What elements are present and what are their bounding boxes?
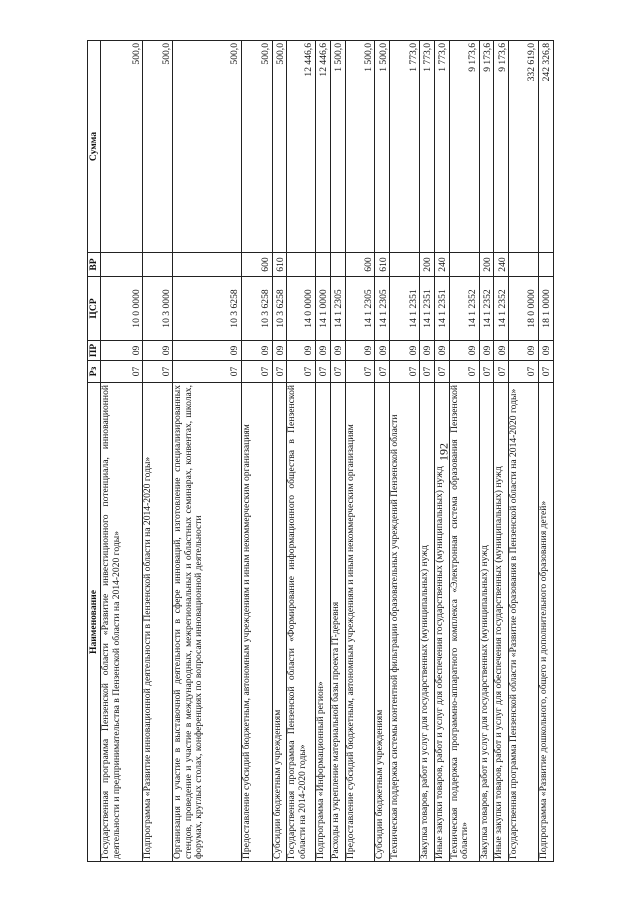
table-row: [390, 41, 420, 862]
cell-vr: [143, 253, 173, 277]
budget-table: [87, 40, 554, 862]
cell-csr: 14 1 2351: [434, 277, 449, 341]
table-header-row: [88, 41, 101, 862]
cell-rz: 07: [494, 361, 509, 383]
cell-rz: 07: [101, 361, 143, 383]
cell-sum: 12 446,6: [287, 41, 316, 253]
table-row: [494, 41, 509, 862]
cell-name: Предоставление субсидий бюджетным, автономным учреждениям и иным некоммерческим организациям: [345, 383, 375, 862]
table-row: [272, 41, 287, 862]
cell-sum: 9 173,6: [494, 41, 509, 253]
cell-sum: 1 773,0: [420, 41, 435, 253]
cell-vr: 240: [494, 253, 509, 277]
cell-csr: 10 3 0000: [143, 277, 173, 341]
cell-csr: 14 1 2352: [449, 277, 479, 341]
cell-name: Подпрограмма «Развитие инновационной деятельности в Пензенской области на 2014-2020 годы»: [143, 383, 173, 862]
cell-rz: 07: [538, 361, 553, 383]
cell-name: Техническая поддержка системы контентной фильтрации образовательных учреждений Пензенской области: [390, 383, 420, 862]
cell-sum: 332 619,0: [509, 41, 539, 253]
table-row: [434, 41, 449, 862]
cell-rz: 07: [375, 361, 390, 383]
cell-vr: [509, 253, 539, 277]
cell-pr: 09: [287, 341, 316, 361]
cell-vr: 600: [241, 253, 272, 277]
cell-rz: 07: [345, 361, 375, 383]
cell-pr: 09: [494, 341, 509, 361]
cell-sum: 1 500,0: [345, 41, 375, 253]
table-row: [173, 41, 242, 862]
cell-vr: [287, 253, 316, 277]
cell-sum: 12 446,6: [316, 41, 331, 253]
cell-vr: [538, 253, 553, 277]
cell-pr: 09: [479, 341, 494, 361]
cell-vr: [330, 253, 345, 277]
cell-name: Государственная программа Пензенской области «Формирование информационного общества в Пензенской области на 2014-2020 годы»: [287, 383, 316, 862]
cell-vr: [390, 253, 420, 277]
cell-pr: 09: [390, 341, 420, 361]
cell-rz: 07: [420, 361, 435, 383]
header-rz: Рз: [88, 361, 101, 383]
cell-rz: 07: [479, 361, 494, 383]
cell-csr: 14 1 2351: [390, 277, 420, 341]
cell-name: Иные закупки товаров, работ и услуг для обеспечения государственных (муниципальных) нужд: [434, 383, 449, 862]
cell-csr: 14 1 2305: [345, 277, 375, 341]
cell-pr: 09: [434, 341, 449, 361]
table-row: [241, 41, 272, 862]
cell-sum: 1 500,0: [375, 41, 390, 253]
cell-csr: 14 0 0000: [287, 277, 316, 341]
cell-csr: 18 0 0000: [509, 277, 539, 341]
cell-name: Техническая поддержка программно-аппаратного комплекса «Электронная система образования Пензенской области»: [449, 383, 479, 862]
cell-vr: 610: [375, 253, 390, 277]
cell-csr: 14 1 2305: [330, 277, 345, 341]
cell-csr: 14 1 2352: [479, 277, 494, 341]
cell-vr: [101, 253, 143, 277]
table-row: [345, 41, 375, 862]
table-row: [316, 41, 331, 862]
cell-pr: 09: [101, 341, 143, 361]
cell-vr: [173, 253, 242, 277]
cell-sum: 500,0: [173, 41, 242, 253]
cell-vr: 200: [420, 253, 435, 277]
table-row: [143, 41, 173, 862]
cell-name: Предоставление субсидий бюджетным, автономным учреждениям и иным некоммерческим организациям: [241, 383, 272, 862]
header-sum: Сумма: [88, 41, 101, 253]
cell-csr: 14 1 0000: [316, 277, 331, 341]
cell-csr: 10 0 0000: [101, 277, 143, 341]
cell-pr: 09: [449, 341, 479, 361]
header-pr: ПР: [88, 341, 101, 361]
cell-sum: 9 173,6: [449, 41, 479, 253]
cell-pr: 09: [241, 341, 272, 361]
table-row: [449, 41, 479, 862]
cell-pr: 09: [420, 341, 435, 361]
cell-name: Закупка товаров, работ и услуг для государственных (муниципальных) нужд: [479, 383, 494, 862]
cell-rz: 07: [434, 361, 449, 383]
cell-name: Государственная программа Пензенской области «Развитие инвестиционного потенциала, инновационной деятельности и предпринимательства в Пензенской области на 2014-2020 годы»: [101, 383, 143, 862]
cell-pr: 09: [316, 341, 331, 361]
table-row: [538, 41, 553, 862]
cell-csr: 18 1 0000: [538, 277, 553, 341]
cell-rz: 07: [272, 361, 287, 383]
table-row: [375, 41, 390, 862]
cell-pr: 09: [375, 341, 390, 361]
table-row: [420, 41, 435, 862]
header-vr: ВР: [88, 253, 101, 277]
cell-csr: 14 1 2352: [494, 277, 509, 341]
header-csr: ЦСР: [88, 277, 101, 341]
table-row: [330, 41, 345, 862]
cell-rz: 07: [390, 361, 420, 383]
cell-csr: 10 3 6258: [173, 277, 242, 341]
rotated-page: [87, 41, 554, 862]
cell-rz: 07: [509, 361, 539, 383]
cell-pr: 09: [143, 341, 173, 361]
cell-name: Организация и участие в выставочной деятельности в сфере инноваций, изготовление специализированных стендов, проведение и участие в международных, межрегиональных и областных семинарах, конвентах, школах, форумах, круглых столах, конференциях по вопросам инновационной деятельности: [173, 383, 242, 862]
cell-csr: 10 3 6258: [272, 277, 287, 341]
cell-name: Закупка товаров, работ и услуг для государственных (муниципальных) нужд: [420, 383, 435, 862]
header-name: Наименование: [88, 383, 101, 862]
cell-name: Подпрограмма «Развитие дошкольного, общего и дополнительного образования детей»: [538, 383, 553, 862]
cell-sum: 1 773,0: [434, 41, 449, 253]
cell-sum: 1 773,0: [390, 41, 420, 253]
cell-sum: 500,0: [272, 41, 287, 253]
cell-pr: 09: [509, 341, 539, 361]
cell-vr: 610: [272, 253, 287, 277]
cell-sum: 1 500,0: [330, 41, 345, 253]
page-number: 192: [436, 443, 451, 461]
cell-name: Иные закупки товаров, работ и услуг для обеспечения государственных (муниципальных) нужд: [494, 383, 509, 862]
cell-vr: [316, 253, 331, 277]
cell-vr: [449, 253, 479, 277]
cell-rz: 07: [143, 361, 173, 383]
cell-sum: 242 326,8: [538, 41, 553, 253]
cell-csr: 14 1 2305: [375, 277, 390, 341]
cell-vr: 240: [434, 253, 449, 277]
cell-rz: 07: [241, 361, 272, 383]
cell-rz: 07: [287, 361, 316, 383]
cell-sum: 500,0: [143, 41, 173, 253]
cell-sum: 500,0: [101, 41, 143, 253]
cell-pr: 09: [345, 341, 375, 361]
cell-pr: 09: [330, 341, 345, 361]
table-row: [509, 41, 539, 862]
cell-csr: 10 3 6258: [241, 277, 272, 341]
cell-name: Подпрограмма «Информационный регион»: [316, 383, 331, 862]
table-row: [479, 41, 494, 862]
cell-rz: 07: [330, 361, 345, 383]
cell-rz: 07: [173, 361, 242, 383]
cell-vr: 200: [479, 253, 494, 277]
table-row: [287, 41, 316, 862]
table-row: [101, 41, 143, 862]
cell-rz: 07: [449, 361, 479, 383]
cell-name: Субсидии бюджетным учреждениям: [272, 383, 287, 862]
cell-rz: 07: [316, 361, 331, 383]
cell-sum: 9 173,6: [479, 41, 494, 253]
cell-name: Субсидии бюджетным учреждениям: [375, 383, 390, 862]
cell-pr: 09: [538, 341, 553, 361]
cell-sum: 500,0: [241, 41, 272, 253]
cell-vr: 600: [345, 253, 375, 277]
cell-pr: 09: [272, 341, 287, 361]
cell-name: Расходы на укрепление материальной базы проекта IT-деревня: [330, 383, 345, 862]
cell-name: Государственная программа Пензенской области «Развитие образования в Пензенской области на 2014-2020 годы»: [509, 383, 539, 862]
cell-csr: 14 1 2351: [420, 277, 435, 341]
cell-pr: 09: [173, 341, 242, 361]
